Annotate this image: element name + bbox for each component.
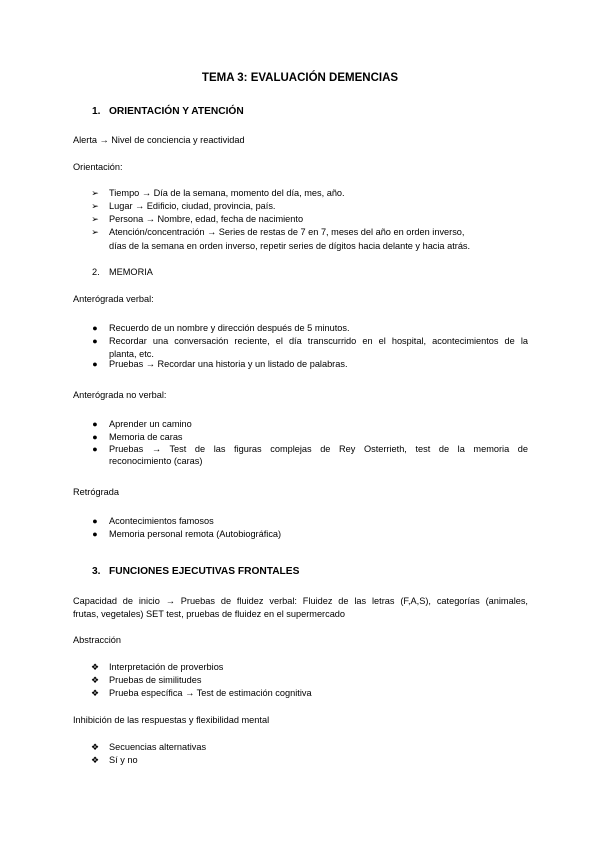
diamond-bullet-icon: ❖ [90,662,100,672]
arrow-bullet-icon: ➢ [91,188,99,198]
orientacion-label: Orientación: [73,162,123,172]
arrow-bullet-icon: ➢ [91,214,99,224]
abstraccion-item: Interpretación de proverbios [109,662,224,672]
verbal-item-continuation: planta, etc. [109,349,154,359]
diamond-bullet-icon: ❖ [90,742,100,752]
document-title: TEMA 3: EVALUACIÓN DEMENCIAS [201,72,399,84]
section-1-heading: ORIENTACIÓN Y ATENCIÓN [109,106,244,117]
anterograda-no-verbal-label: Anterógrada no verbal: [73,390,167,400]
orientacion-item: Lugar → Edificio, ciudad, provincia, país. [109,201,276,211]
verbal-item: Recordar una conversación reciente, el día transcurrido en el hospital, acontecimientos de la [109,336,528,346]
section-3-heading: FUNCIONES EJECUTIVAS FRONTALES [109,566,300,577]
bullet-icon: ● [92,419,98,429]
diamond-bullet-icon: ❖ [90,675,100,685]
orientacion-item: Atención/concentración → Series de restas de 7 en 7, meses del año en orden inverso, [109,227,465,237]
noverbal-item: Memoria de caras [109,432,183,442]
section-1-number: 1. [92,106,101,117]
verbal-item: Recuerdo de un nombre y dirección después de 5 minutos. [109,323,350,333]
bullet-icon: ● [92,336,98,346]
inhibicion-item: Sí y no [109,755,138,765]
orientacion-item: Persona → Nombre, edad, fecha de nacimiento [109,214,304,224]
abstraccion-label: Abstracción [73,635,122,645]
anterograda-verbal-label: Anterógrada verbal: [73,294,154,304]
inhibicion-label: Inhibición de las respuestas y flexibilidad mental [73,715,270,725]
noverbal-item: Pruebas → Test de las figuras complejas de Rey Osterrieth, test de la memoria de [109,444,528,454]
bullet-icon: ● [92,432,98,442]
section-3-number: 3. [92,566,101,577]
diamond-bullet-icon: ❖ [90,688,100,698]
inhibicion-item: Secuencias alternativas [109,742,207,752]
retrograda-label: Retrógrada [73,487,119,497]
abstraccion-item: Pruebas de similitudes [109,675,202,685]
bullet-icon: ● [92,529,98,539]
retro-item: Acontecimientos famosos [109,516,214,526]
capacidad-inicio-continuation: frutas, vegetales) SET test, pruebas de fluidez en el supermercado [73,609,346,619]
noverbal-item: Aprender un camino [109,419,192,429]
capacidad-inicio-line: Capacidad de inicio → Pruebas de fluidez verbal: Fluidez de las letras (F,A,S), categorías (animales, [73,596,528,606]
diamond-bullet-icon: ❖ [90,755,100,765]
bullet-icon: ● [92,516,98,526]
orientacion-item: Tiempo → Día de la semana, momento del día, mes, año. [109,188,345,198]
retro-item: Memoria personal remota (Autobiográfica) [109,529,282,539]
bullet-icon: ● [92,359,98,369]
alerta-line: Alerta → Nivel de conciencia y reactividad [73,135,245,145]
bullet-icon: ● [92,323,98,333]
section-2-number: 2. [92,267,100,277]
bullet-icon: ● [92,444,98,454]
arrow-bullet-icon: ➢ [91,201,99,211]
abstraccion-item: Prueba específica → Test de estimación cognitiva [109,688,312,698]
orientacion-item-continuation: días de la semana en orden inverso, repetir series de dígitos hacia delante y hacia atrás. [109,241,471,251]
section-2-heading: MEMORIA [109,267,153,277]
noverbal-item-continuation: reconocimiento (caras) [109,456,203,466]
verbal-item: Pruebas → Recordar una historia y un listado de palabras. [109,359,348,369]
arrow-bullet-icon: ➢ [91,227,99,237]
